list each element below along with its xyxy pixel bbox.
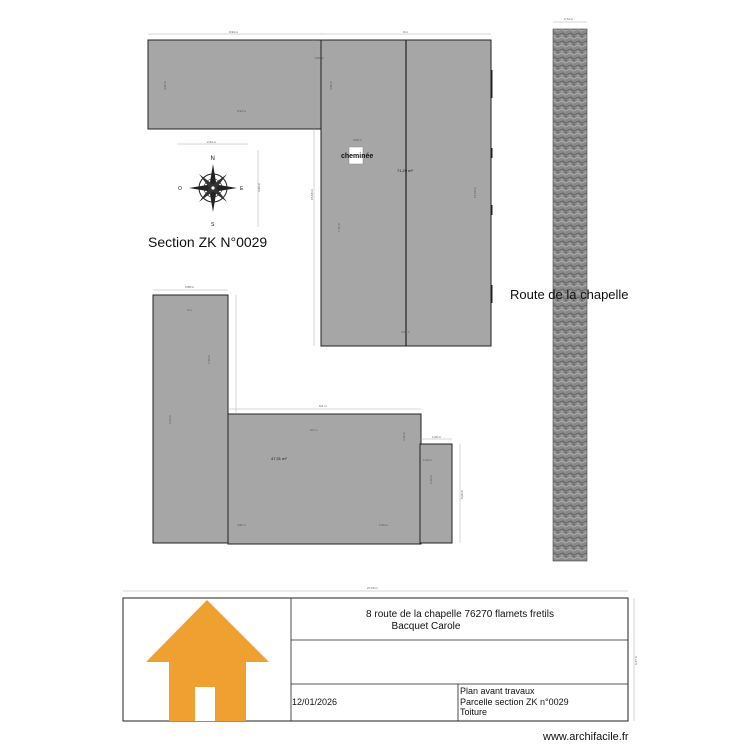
building-bottom-left [153,295,228,543]
titleblock-date: 12/01/2026 [292,697,338,707]
dim-text: 9 m [403,30,409,34]
road-label: Route de la chapelle [510,287,629,302]
dim-text: 9,6 m [319,404,327,408]
watermark: www.archifacile.fr [543,731,629,743]
dim-text: 2,94 m [207,140,217,144]
titleblock-note-2: Parcelle section ZK n°0029 [460,697,569,707]
dim-text: 3,90 m [257,182,261,192]
compass-north-label: N [210,156,215,162]
building-top-left [148,40,322,129]
dim-text: 5,00 m [460,489,464,499]
dim-text: 2,74 m [564,17,574,21]
dim-text: 9,94 m [237,109,247,113]
dim-text: 3,40 m [207,354,211,364]
dim-text: 3,40 m [402,431,406,441]
titleblock-address: 8 route de la chapelle 76270 flamets fretils [366,609,554,620]
compass-east-label: E [240,186,244,192]
dim-text: 9,6 m [310,428,318,432]
building-top-middle [321,40,406,346]
area-top-label: 71,29 m² [397,168,413,173]
area-bottom-label: 47,31 m² [271,456,287,461]
dim-text: 1,60 m [432,435,442,439]
compass-south-label: S [211,222,215,228]
edge-tick [491,148,493,158]
edge-tick [491,205,493,215]
dim-text: 7,15 m [337,222,341,232]
dim-text: 27,00 m [367,586,378,590]
titleblock-note-3: Toiture [460,707,488,717]
dim-text: 3 m [187,308,193,312]
chimney-label: cheminée [341,153,374,160]
dim-text: 0,80 m [353,138,363,142]
edge-tick [491,285,493,303]
dim-text: 16,00 m [473,187,477,198]
dim-text: 3,30 m [429,474,433,484]
dim-text: 4,80 m [163,80,167,90]
dim-text: 3,88 m [185,285,195,289]
edge-tick [491,70,493,98]
dim-text: 1,63 m [423,458,433,462]
dim-text: 6,43 m [168,414,172,424]
dim-text: 9,94 m [229,30,239,34]
compass-rose-icon [189,164,237,212]
dim-text: 3,82 m [237,523,247,527]
section-label: Section ZK N°0029 [148,234,268,250]
titleblock-note-1: Plan avant travaux [460,686,535,696]
building-top-right [406,40,491,346]
titleblock-owner: Bacquet Carole [391,621,461,632]
dim-text: 6,37 m [634,655,638,665]
compass-west-label: O [178,186,182,192]
dim-text: 0,80 m [315,56,325,60]
dim-text: 15,00 m [310,189,314,200]
building-bottom-middle [228,414,421,544]
dim-text: 4,80 m [329,80,333,90]
house-logo-door [195,687,215,721]
dim-text: 2,36 m [379,523,389,527]
dim-text: 4,50 m [401,330,411,334]
